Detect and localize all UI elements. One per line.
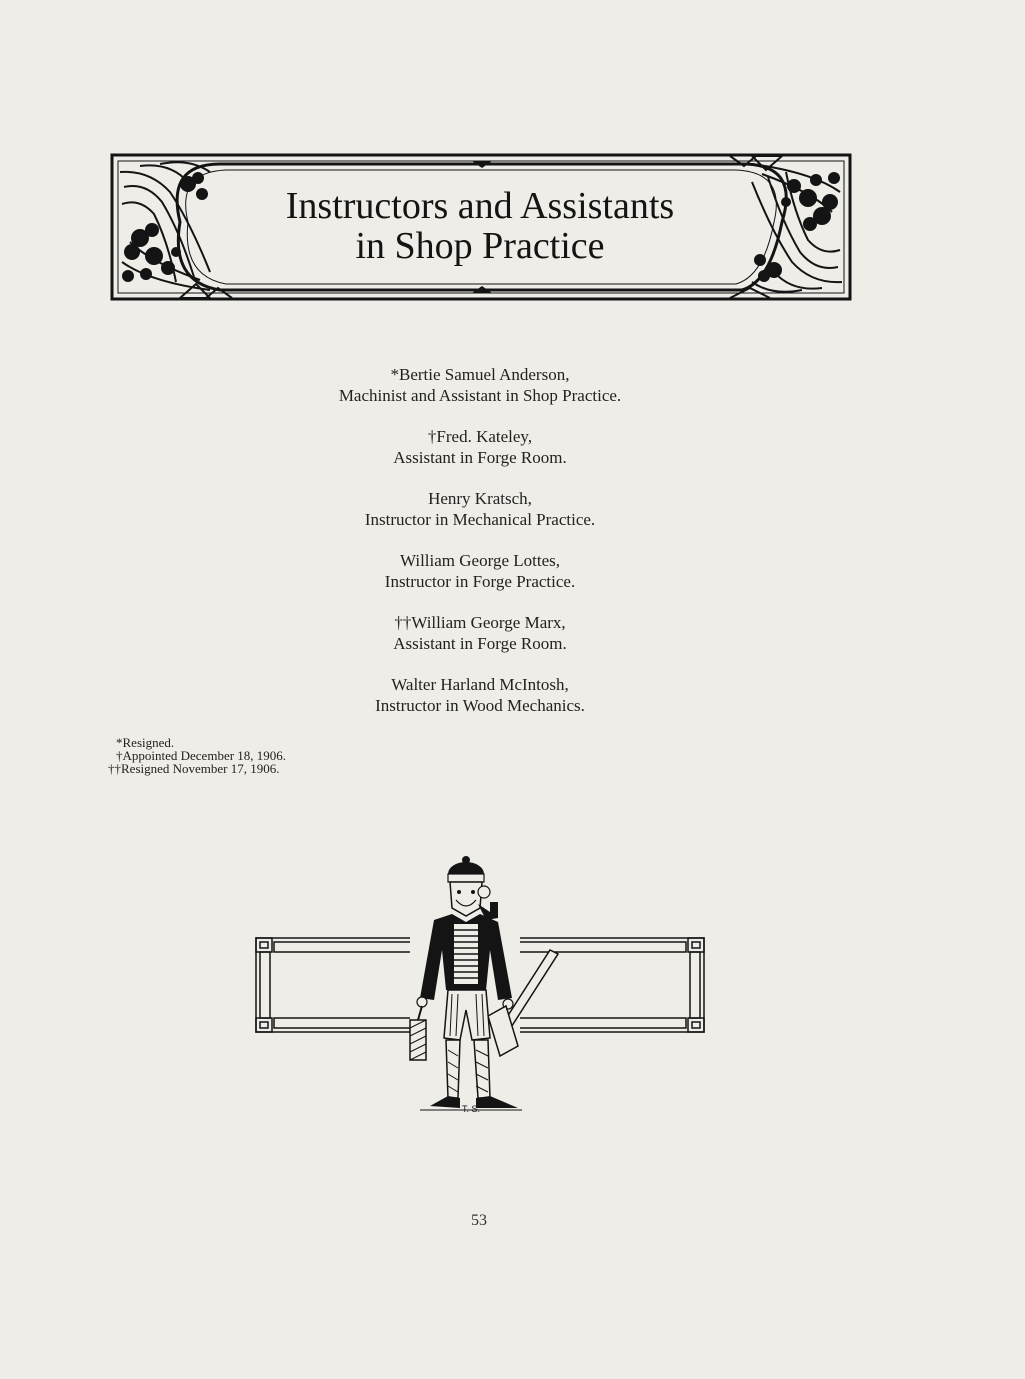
- staff-role: Machinist and Assistant in Shop Practice.: [338, 386, 622, 405]
- staff-list: [280, 364, 680, 736]
- page-title-line-2: in Shop Practice: [355, 225, 605, 267]
- artist-signature: T. S.: [462, 1104, 481, 1114]
- staff-name: William George Lottes,: [400, 551, 560, 570]
- footnotes: [108, 736, 368, 775]
- page-number: 53: [471, 1212, 487, 1229]
- staff-role: Instructor in Forge Practice.: [384, 572, 576, 591]
- staff-role: Instructor in Mechanical Practice.: [364, 510, 596, 529]
- list-item: [280, 612, 680, 654]
- staff-name: *Bertie Samuel Anderson,: [390, 365, 570, 384]
- staff-role: Assistant in Forge Room.: [393, 634, 567, 653]
- page-title: [260, 186, 700, 266]
- list-item: [280, 426, 680, 468]
- staff-name: Walter Harland McIntosh,: [391, 675, 569, 694]
- staff-name: Henry Kratsch,: [428, 489, 532, 508]
- staff-name: †Fred. Kateley,: [427, 427, 533, 446]
- page-title-line-1: Instructors and Assistants: [285, 185, 675, 227]
- staff-name: ††William George Marx,: [394, 613, 566, 632]
- staff-role: Assistant in Forge Room.: [393, 448, 567, 467]
- footnote: *Resigned.: [116, 735, 175, 750]
- header-banner: [110, 152, 852, 302]
- list-item: [280, 488, 680, 530]
- list-item: [280, 550, 680, 592]
- workman-illustration: [250, 850, 710, 1120]
- list-item: [280, 364, 680, 406]
- workman-icon: [250, 850, 710, 1120]
- footnote: ††Resigned November 17, 1906.: [108, 761, 280, 776]
- staff-role: Instructor in Wood Mechanics.: [375, 696, 585, 715]
- footnote: †Appointed December 18, 1906.: [116, 748, 287, 763]
- list-item: [280, 674, 680, 716]
